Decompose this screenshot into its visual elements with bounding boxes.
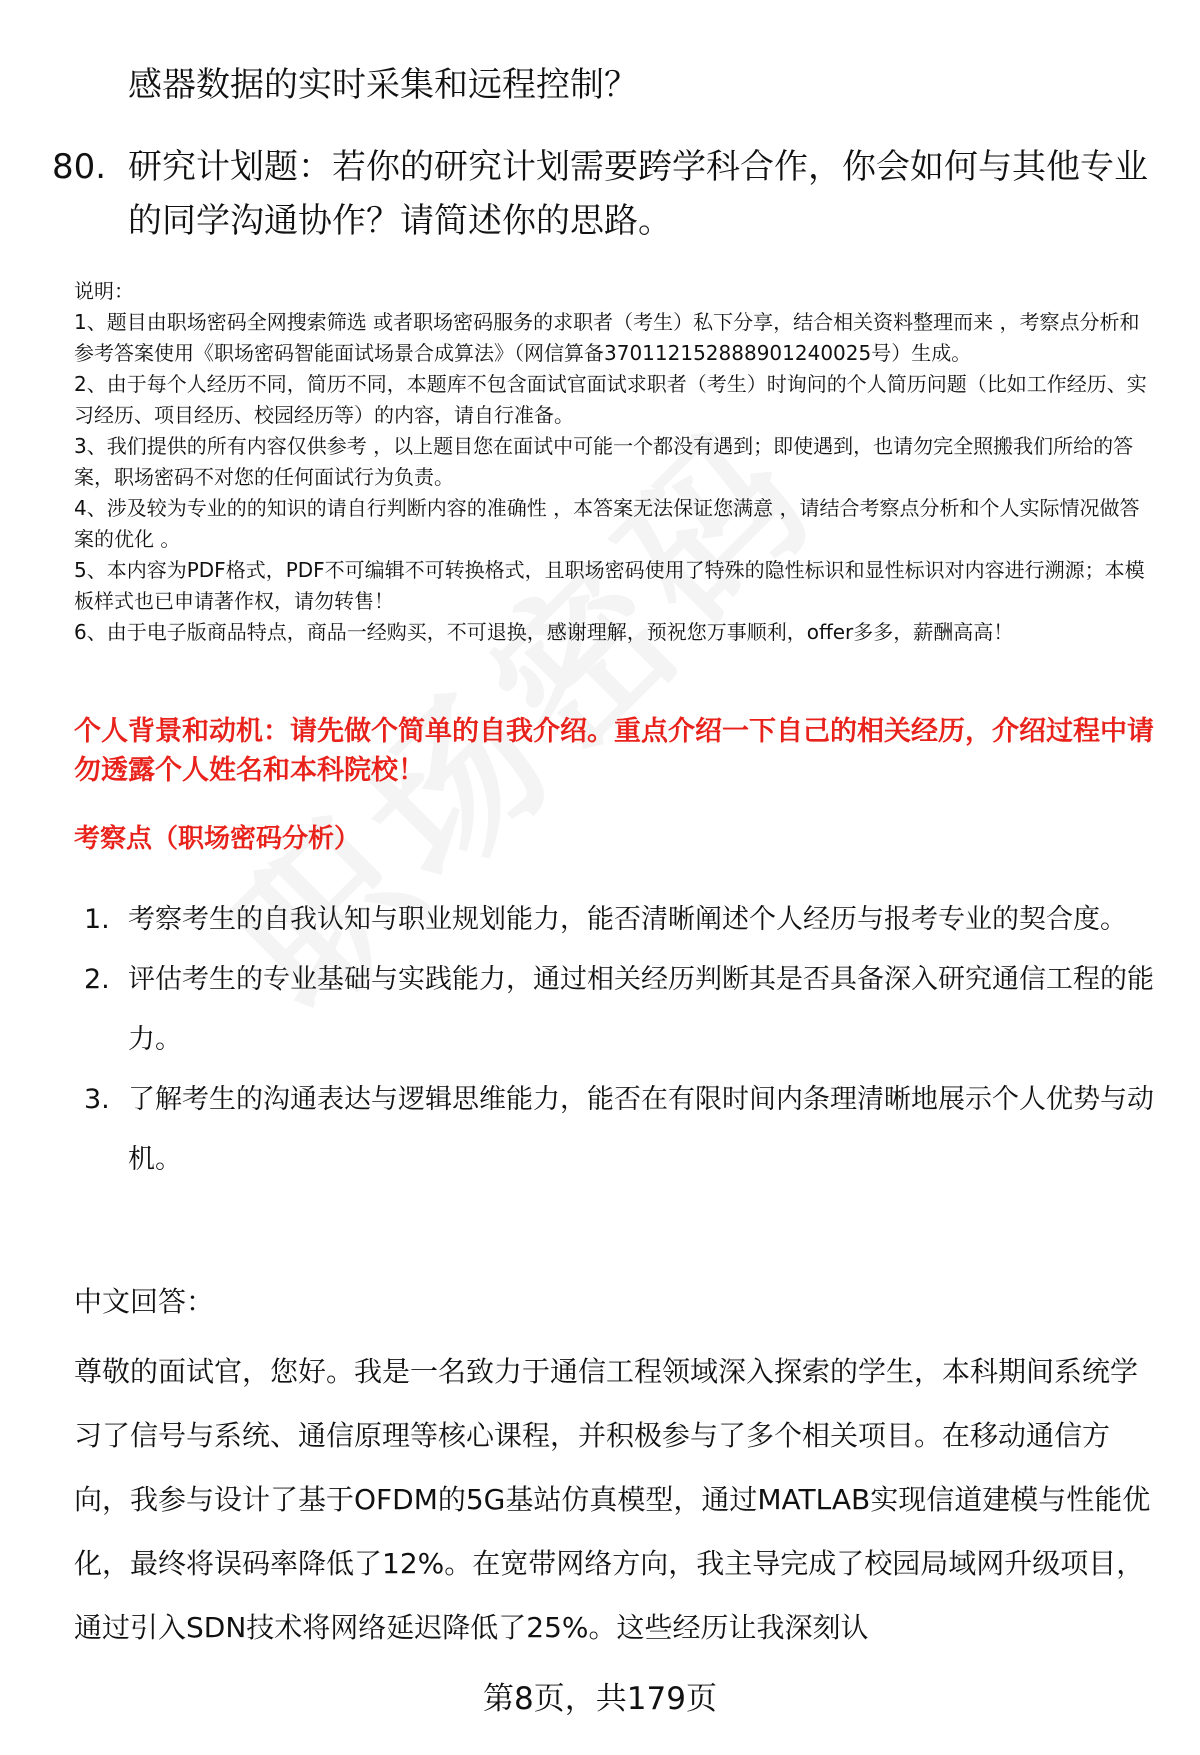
point-number: 3. [84,1084,110,1115]
note-item: 1、题目由职场密码全网搜索筛选 或者职场密码服务的求职者（考生）私下分享，结合相关资料整理而来 ，考察点分析和参考答案使用《职场密码智能面试场景合成算法》（网信算备370112152888901240025号）生成。 [74,310,1140,365]
point-text: 考察考生的自我认知与职业规划能力，能否清晰阐述个人经历与报考专业的契合度。 [128,904,1127,935]
notes-title: 说明： [74,279,134,303]
point-number: 2. [84,964,110,995]
question-80 [52,140,1152,248]
section-heading: 个人背景和动机：请先做个简单的自我介绍。重点介绍一下自己的相关经历，介绍过程中请勿透露个人姓名和本科院校！ [74,716,1154,786]
analysis-subheading: 考察点（职场密码分析） [74,824,361,854]
point-text: 评估考生的专业基础与实践能力，通过相关经历判断其是否具备深入研究通信工程的能力。 [128,964,1154,1055]
analysis-point [74,1070,1154,1190]
answer-label: 中文回答： [74,1285,215,1318]
point-number: 1. [84,904,110,935]
analysis-point [74,890,1154,950]
note-item: 4、涉及较为专业的的知识的请自行判断内容的准确性 ，本答案无法保证您满意 ，请结合考察点分析和个人实际情况做答案的优化 。 [74,496,1140,551]
analysis-points [74,890,1154,1190]
note-item: 6、由于电子版商品特点，商品一经购买，不可退换，感谢理解，预祝您万事顺利，offer多多，薪酬高高！ [74,620,1014,644]
point-text: 了解考生的沟通表达与逻辑思维能力，能否在有限时间内条理清晰地展示个人优势与动机。 [128,1084,1154,1175]
note-item: 5、本内容为PDF格式，PDF不可编辑不可转换格式，且职场密码使用了特殊的隐性标识和显性标识对内容进行溯源；本模板样式也已申请著作权，请勿转售！ [74,558,1145,613]
question-number: 80. [52,147,107,187]
notes-block [74,276,1154,648]
question-text: 研究计划题：若你的研究计划需要跨学科合作，你会如何与其他专业的同学沟通协作？请简述你的思路。 [128,147,1148,241]
analysis-point [74,950,1154,1070]
page-footer: 第8页，共179页 [483,1681,717,1717]
note-item: 3、我们提供的所有内容仅供参考 ，以上题目您在面试中可能一个都没有遇到；即使遇到，也请勿完全照搬我们所给的答案，职场密码不对您的任何面试行为负责。 [74,434,1134,489]
answer-text: 尊敬的面试官，您好。我是一名致力于通信工程领域深入探索的学生，本科期间系统学习了信号与系统、通信原理等核心课程，并积极参与了多个相关项目。在移动通信方向，我参与设计了基于OFDM的5G基站仿真模型，通过MATLAB实现信道建模与性能优化，最终将误码率降低了12%。在宽带网络方向，我主导完成了校园局域网升级项目，通过引入SDN技术将网络延迟降低了25%。这些经历让我深刻认 [74,1355,1151,1644]
question-continuation: 感器数据的实时采集和远程控制？ [128,65,638,105]
note-item: 2、由于每个人经历不同，简历不同，本题库不包含面试官面试求职者（考生）时询问的个人简历问题（比如工作经历、实习经历、项目经历、校园经历等）的内容，请自行准备。 [74,372,1147,427]
